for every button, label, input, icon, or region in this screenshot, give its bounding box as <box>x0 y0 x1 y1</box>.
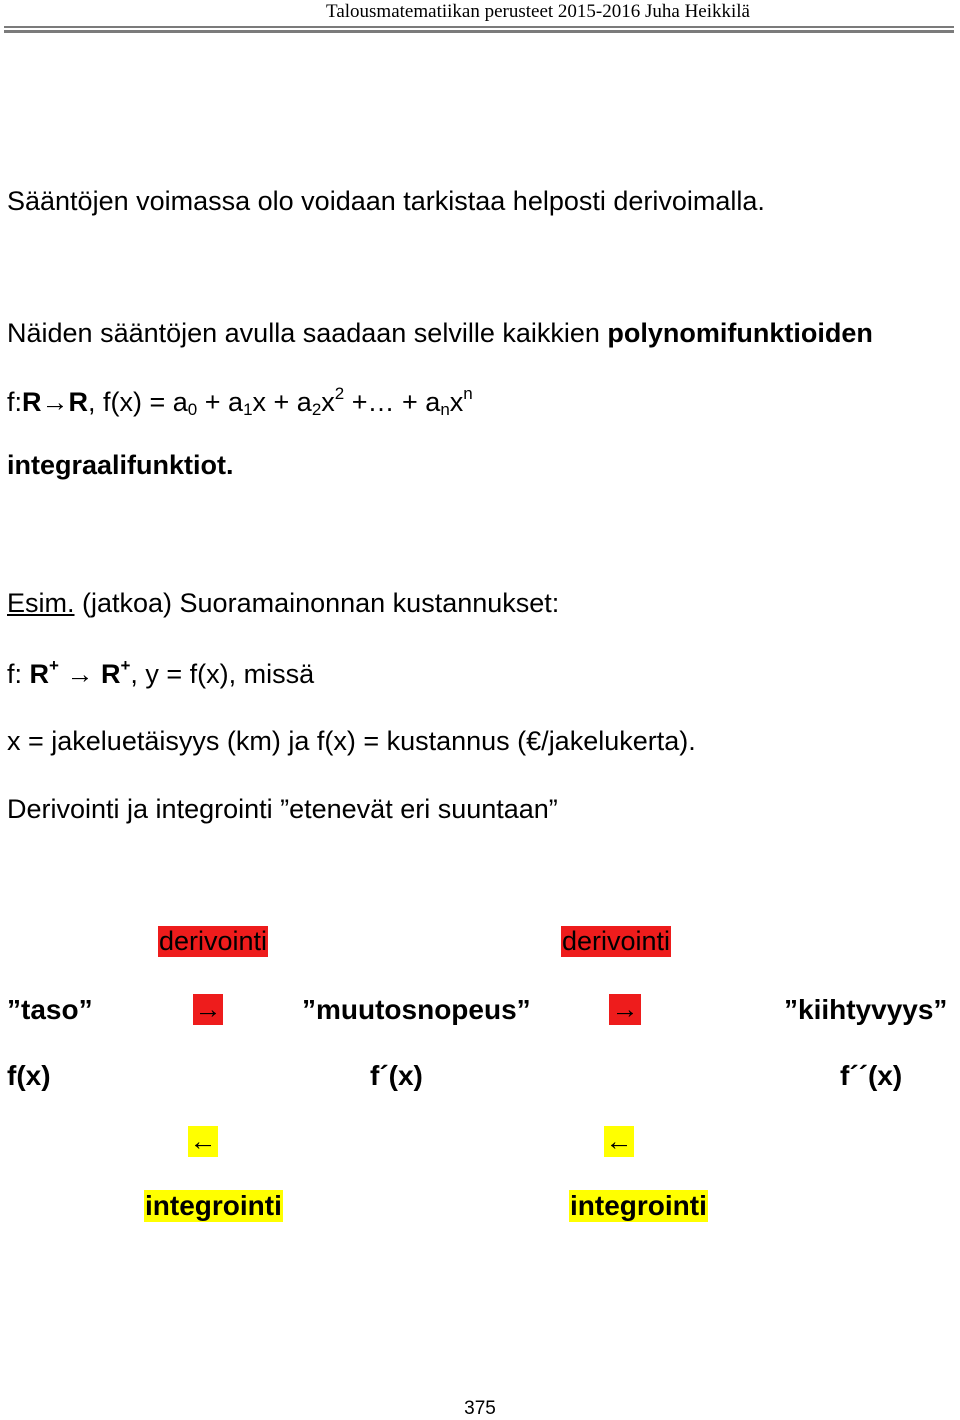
muutosnopeus-label: ”muutosnopeus” <box>302 994 531 1025</box>
fdef-text: f: <box>7 659 30 689</box>
formula-sup: n <box>463 384 473 403</box>
formula-sub: n <box>440 400 450 419</box>
direction-statement: Derivointi ja integrointi ”etenevät eri suuntaan” <box>7 794 558 824</box>
function-f-double-prime: f´´(x) <box>840 1060 903 1091</box>
formula-text: + a <box>197 387 244 417</box>
fdef-text: , y = f(x), missä <box>130 659 315 689</box>
fdef-sup: + <box>120 656 131 675</box>
arrow-left-icon: ← <box>189 1126 217 1156</box>
arrow-right-icon: → <box>194 994 222 1024</box>
formula-domain: R <box>22 387 42 417</box>
fdef-codomain: R <box>100 659 121 689</box>
taso-label: ”taso” <box>7 994 93 1025</box>
formula-f-prefix: f: <box>7 387 23 417</box>
x-definition: x = jakeluetäisyys (km) ja f(x) = kustannus (€/jakelukerta). <box>7 726 696 756</box>
header-rule-top <box>4 26 954 28</box>
derivointi-label-1: derivointi <box>159 926 268 956</box>
function-definition <box>7 656 314 690</box>
kiihtyvyys-label: ”kiihtyvyys” <box>784 994 948 1025</box>
formula-sub: 1 <box>243 400 253 419</box>
formula-sub: 2 <box>311 400 322 419</box>
formula-text: x + a <box>252 387 312 417</box>
fdef-domain: R <box>29 659 50 689</box>
polynomial-formula <box>7 384 473 420</box>
arrow-right-icon: → <box>609 994 641 1025</box>
paragraph-polynomials-text: Näiden sääntöjen avulla saadaan selville kaikkien <box>7 318 608 348</box>
integrointi-label-2: integrointi <box>570 1190 707 1221</box>
header-rule-bottom <box>4 30 954 33</box>
paragraph-polynomials <box>7 318 873 349</box>
polynomial-term: polynomifunktioiden <box>607 318 873 348</box>
formula-codomain: R <box>68 387 89 417</box>
formula-sub: 0 <box>187 400 198 419</box>
fdef-sup: + <box>49 656 59 675</box>
example-heading <box>7 588 559 619</box>
integral-functions-term: integraalifunktiot. <box>7 450 234 480</box>
example-label: Esim. <box>7 588 75 618</box>
formula-text: x <box>449 387 464 417</box>
page-number: 375 <box>464 1398 496 1419</box>
paragraph-check-rules: Sääntöjen voimassa olo voidaan tarkistaa helposti derivoimalla. <box>7 186 765 216</box>
function-f-prime: f´(x) <box>370 1060 423 1091</box>
formula-text: , f(x) = a <box>88 387 188 417</box>
formula-text: +… + a <box>344 387 441 417</box>
integrointi-label-1: integrointi <box>145 1190 282 1221</box>
arrow-left-icon: ← <box>605 1126 633 1156</box>
formula-sup: 2 <box>334 384 345 403</box>
formula-text: x <box>321 387 335 417</box>
formula-arrow: → <box>41 387 69 417</box>
page-header: Talousmatematiikan perusteet 2015-2016 Juha Heikkilä <box>326 1 750 22</box>
example-text: (jatkoa) Suoramainonnan kustannukset: <box>74 588 560 618</box>
fdef-arrow: → <box>58 659 101 689</box>
derivointi-label-2: derivointi <box>562 926 671 956</box>
function-f: f(x) <box>7 1060 51 1091</box>
